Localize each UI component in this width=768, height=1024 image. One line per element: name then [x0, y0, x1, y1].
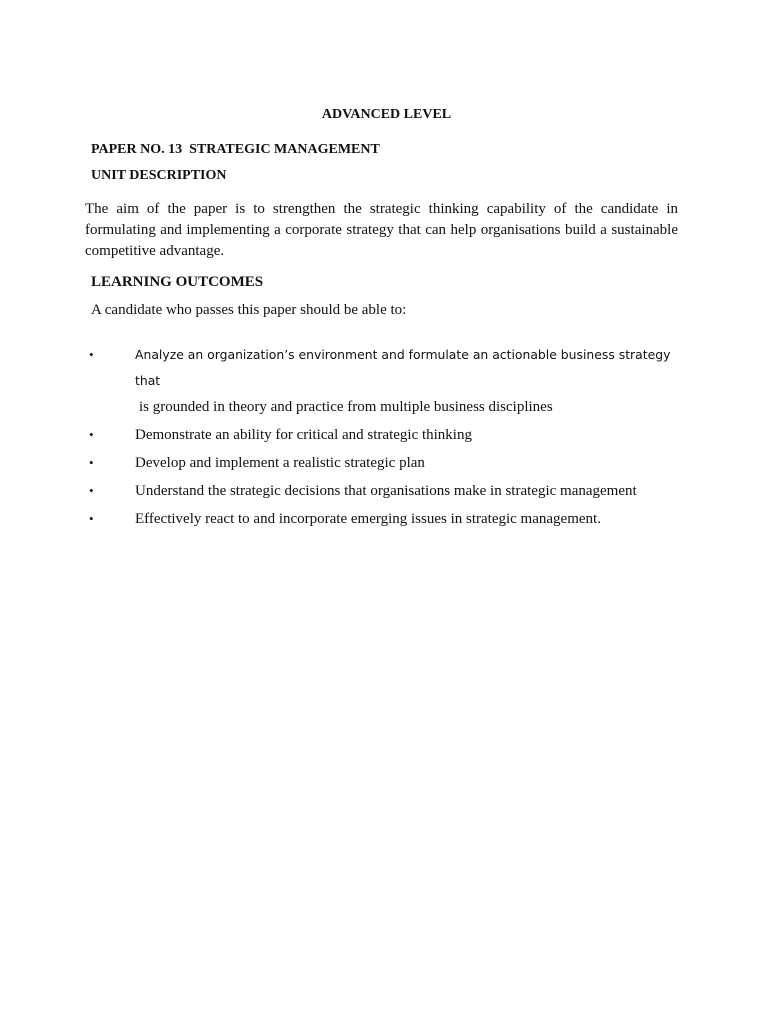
outcome-text: Demonstrate an ability for critical and strategic thinking	[135, 427, 472, 443]
list-item	[0, 478, 768, 504]
unit-description-heading: UNIT DESCRIPTION	[91, 168, 227, 183]
bullet-icon: •	[89, 511, 94, 526]
unit-description-text: The aim of the paper is to strengthen the strategic thinking capability of the candidate in formulating and implementing a corporate strategy that can help organisations build a sustainable competitive advantage.	[85, 201, 678, 259]
outcome-text-line-2: is grounded in theory and practice from multiple business disciplines	[139, 399, 553, 415]
bullet-icon: •	[89, 483, 94, 498]
outcome-text: Understand the strategic decisions that organisations make in strategic management	[135, 483, 637, 499]
learning-outcomes-heading: LEARNING OUTCOMES	[91, 274, 264, 290]
level-title: ADVANCED LEVEL	[321, 107, 452, 122]
learning-outcomes-list	[0, 342, 768, 534]
outcome-text	[135, 342, 683, 420]
bullet-icon: •	[89, 347, 94, 362]
outcome-text-line-1: Analyze an organization’s environment and formulate an actionable business strategy that	[135, 347, 671, 388]
learning-outcomes-intro: A candidate who passes this paper should be able to:	[91, 302, 407, 318]
outcome-text: Effectively react to and incorporate emerging issues in strategic management.	[135, 511, 601, 527]
paper-title: PAPER NO. 13 STRATEGIC MANAGEMENT	[91, 142, 380, 157]
bullet-icon: •	[89, 427, 94, 442]
list-item	[0, 450, 768, 476]
list-item	[0, 422, 768, 448]
outcome-text: Develop and implement a realistic strategic plan	[135, 455, 425, 471]
bullet-icon: •	[89, 455, 94, 470]
list-item	[0, 506, 768, 532]
list-item	[0, 342, 768, 420]
